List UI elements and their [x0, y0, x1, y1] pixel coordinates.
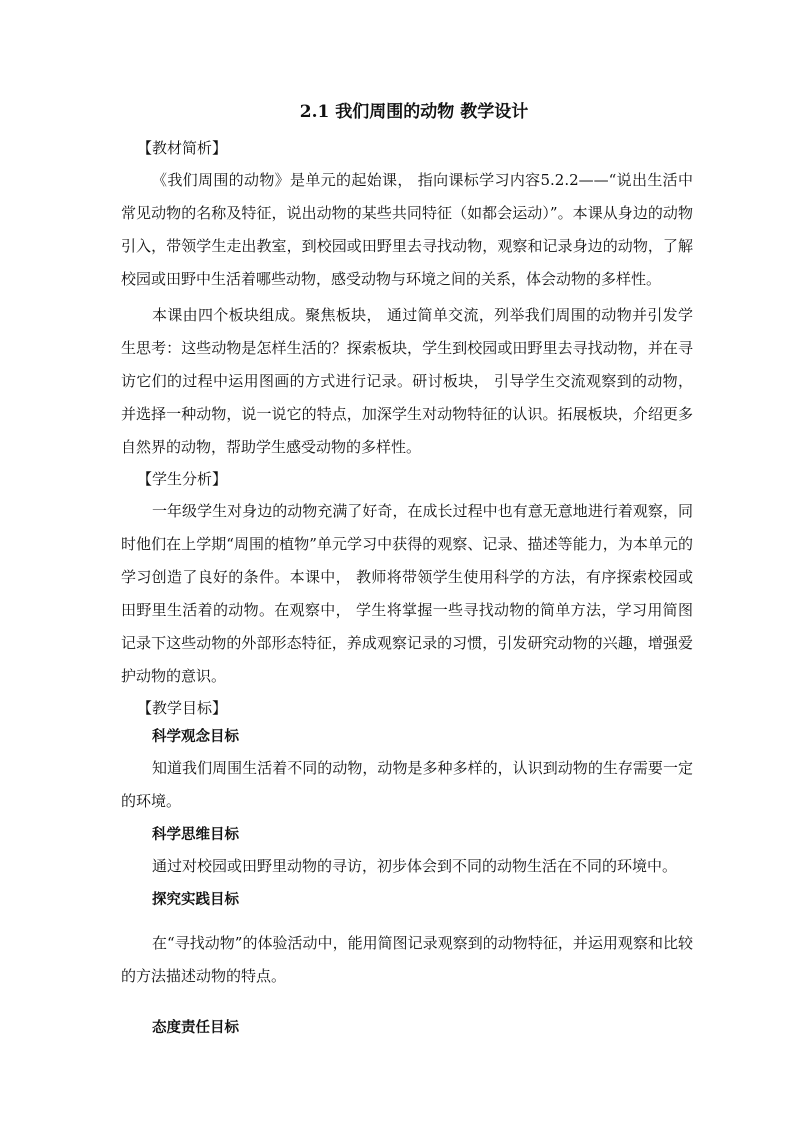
- spacer: [121, 915, 693, 927]
- spacer: [121, 995, 693, 1011]
- subheading-science-thinking: 科学思维目标: [152, 826, 239, 843]
- subheading-inquiry-practice: 探究实践目标: [152, 891, 239, 908]
- section-heading-teaching-goals: 【教学目标】: [137, 699, 228, 717]
- paragraph-science-concept: 知道我们周围生活着不同的动物，动物是多种多样的，认识到动物的生存需要一定的环境。: [121, 759, 693, 810]
- paragraph-science-thinking: 通过对校园或田野里动物的寻访，初步体会到不同的动物生活在不同的环境中。: [152, 857, 678, 875]
- paragraph-textbook-analysis-1: 《我们周围的动物》是单元的起始课， 指向课标学习内容5.2.2——“说出生活中常见动物的名称及特征，说出动物的某些共同特征（如都会运动）”。本课从身边的动物引入，带领学生走出教室，到校园或田野里去寻找动物，观察和记录身边的动物，了解校园或田野中生活着哪些动物，感受动物与环境之间的关系，体会动物的多样性。: [121, 171, 693, 288]
- paragraph-inquiry-practice: 在“寻找动物”的体验活动中，能用简图记录观察到的动物特征，并运用观察和比较的方法描述动物的特点。: [121, 934, 693, 985]
- subheading-attitude-responsibility: 态度责任目标: [152, 1019, 239, 1036]
- document-title: 2.1 我们周围的动物 教学设计: [299, 102, 529, 122]
- paragraph-student-analysis: 一年级学生对身边的动物充满了好奇，在成长过程中也有意无意地进行着观察，同时他们在上学期“周围的植物”单元学习中获得的观察、记录、描述等能力，为本单元的学习创造了良好的条件。本课中， 教师将带领学生使用科学的方法，有序探索校园或田野里生活着的动物。在观察中， 学生将掌握一些寻找动物的简单方法，学习用简图记录下这些动物的外部形态特征，养成观察记录的习惯，引发研究动物的兴趣，增强爱护动物的意识。: [121, 502, 693, 685]
- subheading-science-concept: 科学观念目标: [152, 728, 239, 745]
- section-heading-student-analysis: 【学生分析】: [137, 470, 228, 488]
- section-heading-textbook-analysis: 【教材简析】: [137, 139, 228, 157]
- document-body: [121, 100, 693, 1043]
- paragraph-textbook-analysis-2: 本课由四个板块组成。聚焦板块， 通过简单交流，列举我们周围的动物并引发学生思考：这些动物是怎样生活的？探索板块，学生到校园或田野里去寻找动物，并在寻访它们的过程中运用图画的方式进行记录。研讨板块， 引导学生交流观察到的动物，并选择一种动物，说一说它的特点，加深学生对动物特征的认识。拓展板块，介绍更多自然界的动物，帮助学生感受动物的多样性。: [121, 306, 693, 456]
